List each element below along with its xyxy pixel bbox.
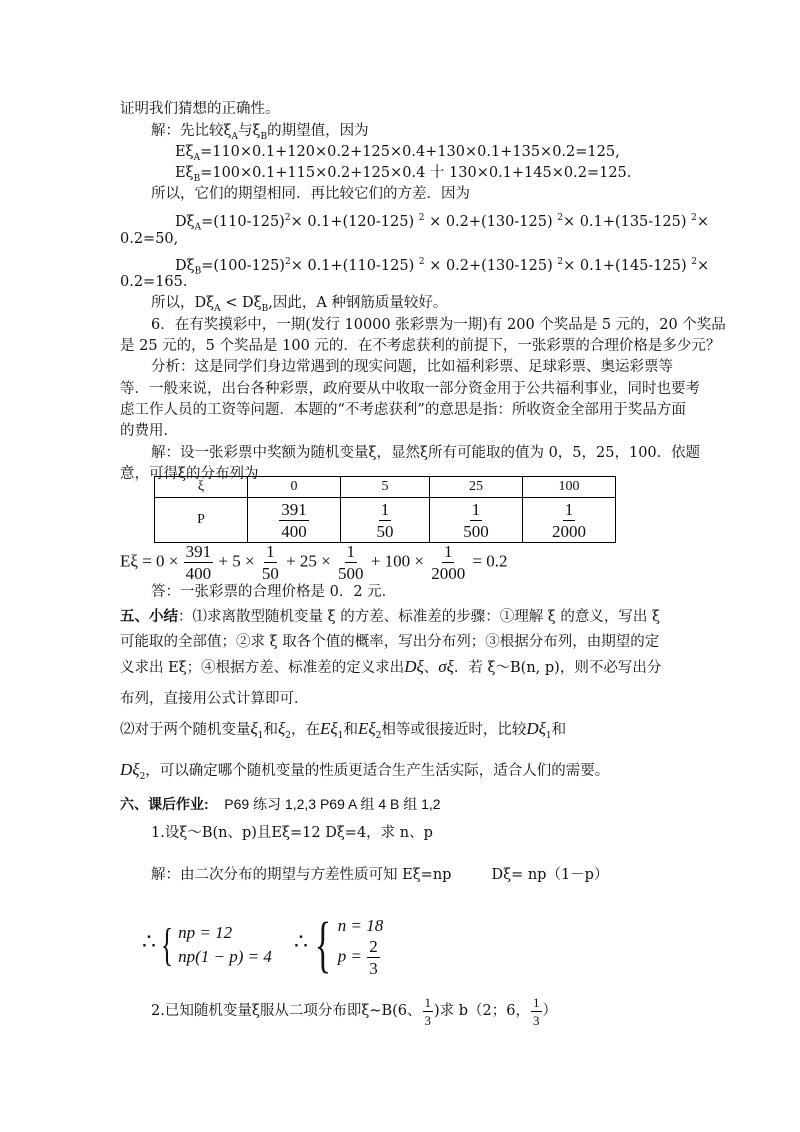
denominator: 3 [369, 958, 378, 978]
text: ：⑴求离散型随机变量 ξ 的方差、标准差的步骤：①理解 ξ 的意义，写出 ξ [178, 609, 661, 625]
sup: 2 [691, 257, 697, 267]
text: × 0.1+(135-125) [562, 213, 687, 230]
sup: 2 [557, 257, 564, 267]
text: 解：由二次分布的期望与方差性质可知 Eξ=np [151, 867, 452, 883]
equation: n = 18 [337, 915, 384, 935]
text: 和 [551, 722, 567, 738]
text: 2.已知随机变量ξ服从二项分布即ξ~B(6、 [151, 1003, 422, 1019]
summary-line5 [120, 719, 566, 746]
table-cell [523, 498, 616, 543]
text: ，可以确定哪个随机变量的性质更适合生产生活实际，适合人们的需要。 [145, 763, 610, 779]
brace: { [160, 919, 174, 971]
text: Dξ [175, 213, 195, 230]
sub: B [193, 173, 201, 184]
table-cell: 100 [523, 477, 616, 498]
table-cell: 25 [430, 477, 523, 498]
fraction [375, 501, 396, 540]
table-cell: 0 [248, 477, 341, 498]
std: σξ [438, 657, 454, 676]
sub: 1 [257, 730, 264, 741]
question-1-solution [151, 865, 608, 885]
brace: { [314, 911, 332, 980]
numerator: 1 [346, 542, 356, 561]
variance-b [175, 252, 709, 282]
text: × 0.2+(130-125) [429, 213, 553, 230]
denominator: 50 [261, 564, 279, 583]
section-heading: 五、小结 [120, 608, 178, 625]
summary-line1 [120, 607, 660, 627]
exp: Eξ [320, 719, 338, 738]
text: )求 b（2；6， [434, 1003, 530, 1019]
sup: 2 [691, 213, 697, 223]
sub: B [194, 266, 202, 277]
text: × [696, 257, 710, 274]
text: 和 [343, 722, 358, 738]
text: 解：先比较ξ [151, 123, 232, 139]
denominator: 400 [281, 521, 307, 541]
sup: 2 [418, 213, 425, 223]
problem-6-line1: 6．在有奖摸彩中，一期(发行 10000 张彩票为一期)有 200 个奖品是 5 元的，20 个奖品 [151, 317, 726, 333]
sup: 2 [557, 213, 563, 223]
text: Eξ [175, 165, 194, 181]
fraction [429, 543, 467, 582]
homework-line [120, 794, 441, 814]
answer-line: 答：一张彩票的合理价格是 0．2 元． [151, 584, 397, 600]
text: ．若 ξ～B(n, p)，则不必写出分 [453, 660, 662, 676]
var: Dξ [120, 760, 140, 779]
text: 与ξ [238, 123, 261, 139]
text: =110×0.1+120×0.2+125×0.4+130×0.1+135×0.2=125, [200, 144, 620, 160]
text: + 5 × [218, 551, 255, 571]
text: P69 练习 1,2,3 P69 A 组 4 B 组 1,2 [224, 796, 441, 812]
table-cell: ξ [155, 477, 248, 498]
sub: 2 [285, 730, 292, 741]
text: 、 [423, 660, 439, 676]
sub: A [231, 131, 238, 142]
text: + 100 × [370, 551, 424, 571]
equations [338, 914, 383, 977]
text: < Dξ [220, 295, 262, 311]
denominator: 3 [533, 1012, 540, 1028]
numerator: 1 [266, 542, 275, 561]
text: × [696, 213, 710, 230]
denominator: 2000 [431, 564, 466, 583]
denominator: 500 [338, 564, 364, 583]
numerator: 1 [443, 542, 453, 561]
fraction [550, 501, 588, 540]
fraction [461, 501, 491, 540]
denominator: 400 [185, 564, 212, 583]
expectation-formula [120, 543, 508, 582]
text: × 0.2+(130-125) [429, 257, 553, 274]
table-prob-row [155, 498, 616, 543]
sub: A [194, 222, 202, 233]
text: 的期望值，因为 [267, 123, 369, 139]
summary-line6 [120, 760, 609, 787]
variance-a [175, 208, 709, 238]
text: ） [542, 1003, 557, 1019]
fraction [279, 501, 309, 540]
equation [338, 938, 383, 977]
text: = 0.2 [472, 551, 508, 571]
table-cell [341, 498, 430, 543]
variance-a-cont: 0.2=50, [120, 231, 179, 247]
analysis-line4: 的费用． [120, 423, 178, 439]
denominator: 50 [376, 521, 394, 541]
equation-system-1 [142, 912, 272, 974]
summary-line4: 布列，直接用公式计算即可． [120, 691, 309, 707]
sub: B [260, 131, 268, 142]
fraction [367, 938, 380, 977]
var: Dξ [526, 719, 546, 738]
sub: A [214, 303, 221, 314]
sup: 2 [284, 213, 291, 223]
sup: 2 [284, 257, 291, 267]
numerator: 1 [471, 499, 481, 519]
question-2 [151, 993, 557, 1029]
table-cell: 5 [341, 477, 430, 498]
summary-line3 [120, 657, 661, 678]
table-cell [248, 498, 341, 543]
text: × 0.1+(145-125) [563, 257, 687, 274]
text: + 25 × [286, 551, 331, 571]
variance-b-cont: 0.2=165. [120, 274, 188, 290]
solution-line2: 意，可得ξ的分布列为 [120, 466, 259, 482]
numerator: 391 [281, 499, 307, 519]
table-cell: P [155, 498, 248, 543]
numerator: 391 [185, 542, 212, 561]
fraction [336, 543, 366, 582]
variance-intro: 所以，它们的期望相同．再比较它们的方差．因为 [151, 186, 470, 202]
analysis-line3: 虑工作人员的工资等问题．本题的“不考虑获利”的意思是指：所收资金全部用于奖品方面 [120, 402, 686, 418]
text: ,因此，A 种钢筋质量较好。 [268, 295, 448, 311]
sub: 2 [139, 771, 146, 782]
text: Dξ= np（1－p） [491, 867, 609, 883]
fraction [531, 996, 542, 1027]
text: =100×0.1+115×0.2+125×0.4 十 130×0.1+145×0.2=125. [200, 165, 632, 181]
text: =(100-125) [201, 257, 285, 274]
intro-line: 证明我们猜想的正确性。 [120, 101, 280, 117]
xi: ξ [250, 719, 258, 738]
text: 和 [263, 722, 279, 738]
table-header-row [155, 477, 616, 498]
denominator: 500 [463, 521, 489, 541]
analysis-line1: 分析：这是同学们身边常遇到的现实问题，比如福利彩票、足球彩票、奥运彩票等 [151, 359, 673, 375]
text: ⑵对于两个随机变量 [120, 722, 251, 738]
equation: np(1 − p) = 4 [178, 947, 272, 967]
sub: 1 [545, 730, 552, 741]
text: =(110-125) [201, 213, 285, 230]
numerator: 1 [533, 994, 540, 1010]
fraction [260, 543, 281, 582]
sub: 1 [337, 730, 344, 741]
xi: ξ [278, 719, 286, 738]
distribution-table [154, 476, 616, 543]
sub: A [193, 152, 201, 163]
numerator: 2 [369, 936, 378, 956]
fraction [423, 996, 434, 1027]
text: Eξ [175, 144, 194, 160]
var: Dξ [404, 657, 424, 676]
text: × 0.1+(110-125) [290, 257, 415, 274]
analysis-line2: 等．一般来说，出台各种彩票，政府要从中收取一部分资金用于公共福利事业，同时也要考 [120, 381, 700, 397]
sub: 2 [375, 730, 382, 741]
text: 义求出 Eξ；④根据方差、标准差的定义求出 [120, 660, 405, 676]
therefore-symbol: ∴ [142, 929, 156, 954]
text: 相等或很接近时，比较 [381, 722, 527, 738]
sub: B [261, 303, 269, 314]
numerator: 1 [424, 994, 431, 1010]
text: ，在 [291, 722, 321, 738]
exp: Eξ [357, 719, 376, 738]
solution-line1: 解：设一张彩票中奖额为随机变量ξ，显然ξ所有可能取的值为 0，5，25，100．依题 [151, 445, 701, 461]
equation-system-2 [294, 902, 383, 984]
summary-line2: 可能取的全部值；②求 ξ 取各个值的概率，写出分布列；③根据分布列，由期望的定 [120, 634, 660, 650]
fraction [184, 543, 214, 582]
problem-6-line2: 是 25 元的，5 个奖品是 100 元的．在不考虑获利的前提下，一张彩票的合理价格是多少元？ [120, 338, 721, 354]
equations [178, 921, 272, 969]
sup: 2 [418, 257, 425, 267]
text: Dξ [175, 257, 195, 274]
text: p = [337, 946, 362, 965]
question-1: 1.设ξ～B(n、p)且Eξ=12 Dξ=4，求 n、p [151, 825, 433, 841]
text: × 0.1+(120-125) [290, 213, 415, 230]
denominator: 3 [424, 1012, 431, 1028]
numerator: 1 [564, 499, 574, 519]
table-cell [430, 498, 523, 543]
section-heading: 六、课后作业: [120, 796, 209, 812]
equation: np = 12 [178, 923, 233, 943]
therefore-symbol: ∴ [294, 929, 308, 954]
denominator: 2000 [552, 521, 586, 541]
text: 所以，Dξ [151, 295, 215, 311]
numerator: 1 [380, 499, 390, 519]
text: Eξ = 0 × [120, 551, 179, 571]
